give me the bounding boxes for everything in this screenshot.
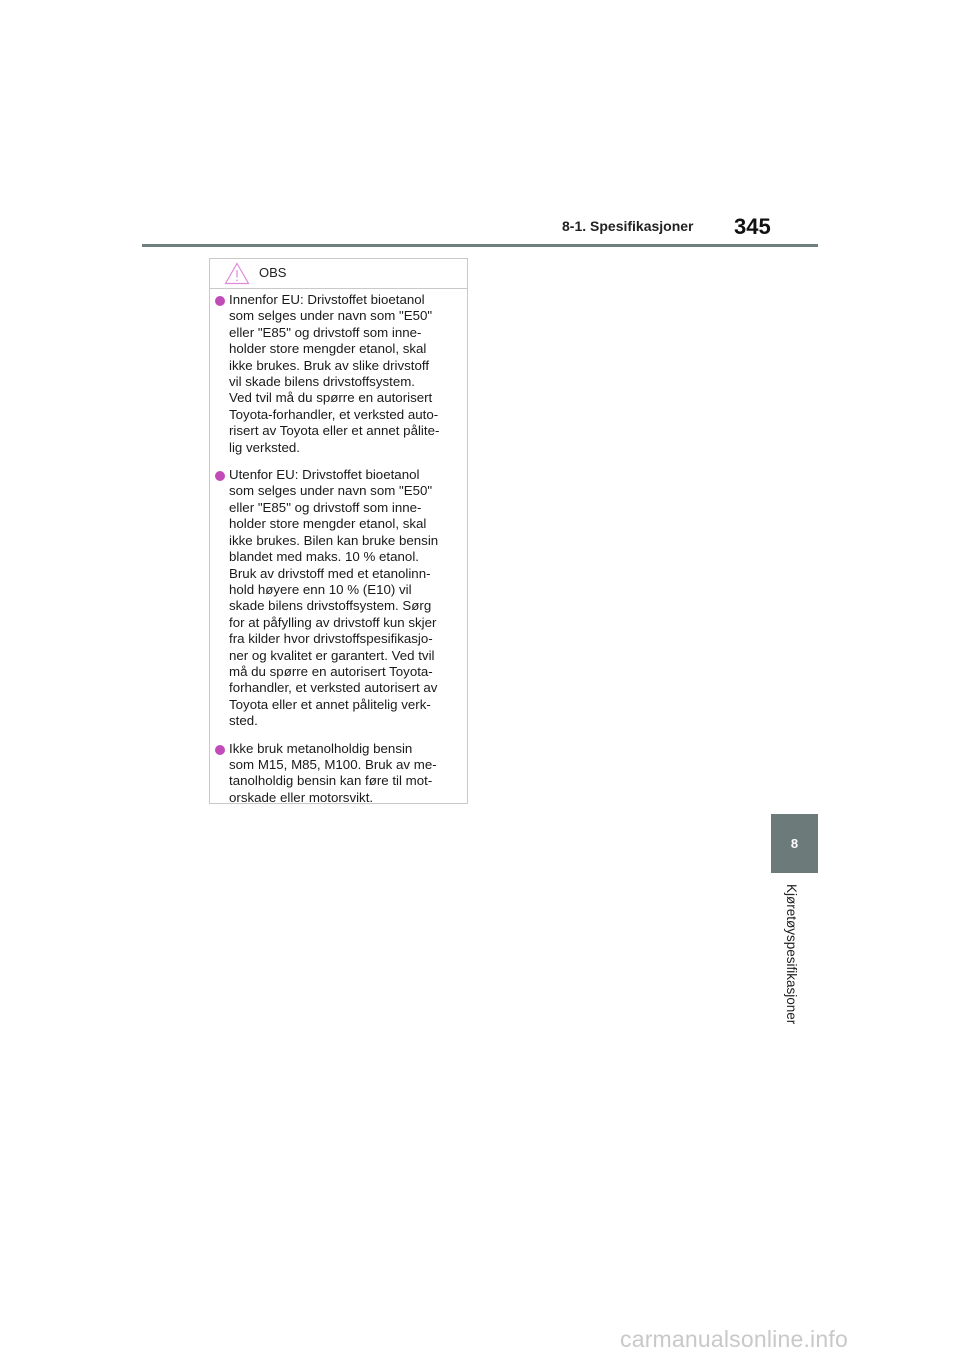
bullet-icon: [215, 471, 225, 481]
watermark: carmanualsonline.info: [620, 1326, 848, 1352]
caution-body: [210, 289, 467, 806]
chapter-label: Kjøretøyspesifikasjoner: [784, 884, 799, 1025]
list-item-text: Ikke bruk metanolholdig bensin som M15, M85, M100. Bruk av me- tanolholdig bensin kan føre til mot- orskade eller motorsvikt.: [229, 740, 437, 805]
section-title: 8-1. Spesifikasjoner: [562, 218, 694, 234]
list-item: [215, 741, 459, 807]
list-item-text: Utenfor EU: Drivstoffet bioetanol som selges under navn som "E50" eller "E85" og drivstoff som inne- holder store mengder etanol, skal ikke brukes. Bilen kan bruke bensin blandet med maks. 10 % etanol. Bruk av drivstoff med et etanolinn- hold høyere enn 10 % (E10) vil skade bilens drivstoffsystem. Sørg for at påfylling av drivstoff kun skjer fra kilder hvor drivstoffspesifikasjo- ner og kvalitet er garantert. Ved tvil må du spørre en autorisert Toyota- forhandler, et verksted autorisert av Toyota eller et annet pålitelig verk- sted.: [229, 467, 439, 729]
caution-header: [210, 259, 467, 289]
bullet-icon: [215, 745, 225, 755]
caution-title: OBS: [259, 265, 287, 280]
list-item: [215, 292, 459, 456]
warning-triangle-icon: [224, 262, 250, 285]
list-item-text: Innenfor EU: Drivstoffet bioetanol som selges under navn som "E50" eller "E85" og drivstoff som inne- holder store mengder etanol, skal ikke brukes. Bruk av slike drivstoff vil skade bilens drivstoffsystem. Ved tvil må du spørre en autorisert Toyota-forhandler, et verksted auto- risert av Toyota eller et annet pålite- lig verksted.: [229, 292, 440, 455]
header-divider: [142, 244, 818, 247]
bullet-icon: [215, 296, 225, 306]
list-item: [215, 467, 459, 730]
chapter-tab[interactable]: 8: [771, 814, 818, 873]
page-number: 345: [734, 214, 771, 239]
caution-box: [209, 258, 468, 804]
